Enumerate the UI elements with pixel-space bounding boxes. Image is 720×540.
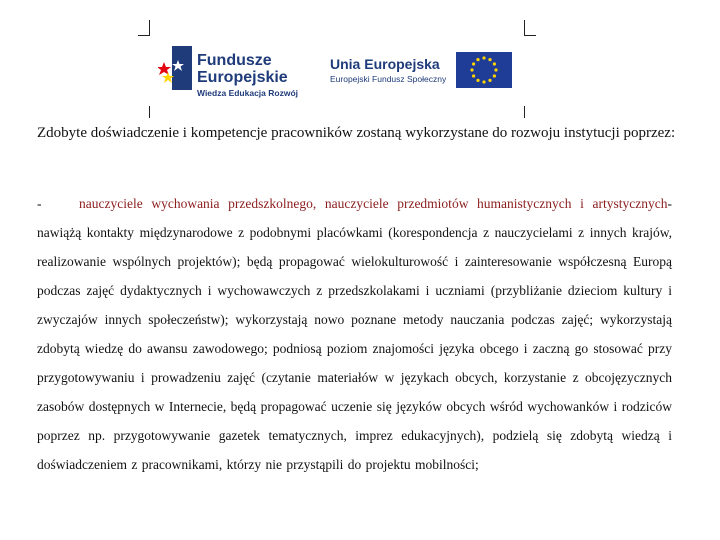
crop-mark-top-left-v xyxy=(149,20,150,36)
crop-mark-bottom-right-v xyxy=(524,106,525,118)
bullet-highlight: nauczyciele wychowania przedszkolnego, nauczyciele przedmiotów humanistycznych i artystycznych xyxy=(79,196,668,211)
crop-mark-top-left-h xyxy=(138,35,150,36)
fe-line1: Fundusze xyxy=(197,52,272,69)
ue-line2: Europejski Fundusz Społeczny xyxy=(330,74,447,84)
bullet-paragraph xyxy=(37,189,672,479)
eu-flag xyxy=(456,52,512,88)
unia-europejska-text xyxy=(330,55,446,85)
fe-line3: Wiedza Edukacja Rozwój xyxy=(197,88,298,98)
fundusze-europejskie-logo xyxy=(158,44,194,92)
crop-mark-bottom-left-v xyxy=(149,106,150,118)
crop-mark-top-right-h xyxy=(524,35,536,36)
fe-stars-icon xyxy=(158,44,194,92)
fe-line2: Europejskie xyxy=(197,69,288,86)
bullet-text: - nawiążą kontakty międzynarodowe z podobnymi placówkami (korespondencja z nauczycielami z innych krajów, realizowanie wspólnych projektów); będą propagować wielokulturowość i zainteresowanie współczesną Europą podczas zajęć dydaktycznych i wychowawczych z przedszkolakami i uczniami (przybliżanie dzieciom kultury i zwyczajów innych społeczeństw); wykorzystają nowo poznane metody nauczania podczas zajęć; wykorzystają zdobytą wiedzę do awansu zawodowego; podniosą poziom znajomości języka obcego i zaczną go stosować przy przygotowywaniu i prowadzeniu zajęć (czytanie materiałów w językach obcych, korzystanie z obcojęzycznych zasobów dostępnych w Internecie, będą propagować uczenie się języków obcych wśród wychowanków i rodziców poprzez np. przygotowywanie gazetek tematycznych, imprez edukacyjnych), podzielą się zdobytą wiedzą i doświadczeniem z pracownikami, którzy nie przystąpili do projektu mobilności; xyxy=(37,196,672,472)
eu-stars-icon xyxy=(456,52,512,88)
intro-paragraph: Zdobyte doświadczenie i kompetencje pracowników zostaną wykorzystane do rozwoju instytucji poprzez: xyxy=(37,125,676,141)
fundusze-europejskie-text xyxy=(197,52,298,100)
crop-mark-top-right-v xyxy=(524,20,525,36)
ue-line1: Unia Europejska xyxy=(330,56,440,72)
bullet-dash: - xyxy=(37,196,42,211)
